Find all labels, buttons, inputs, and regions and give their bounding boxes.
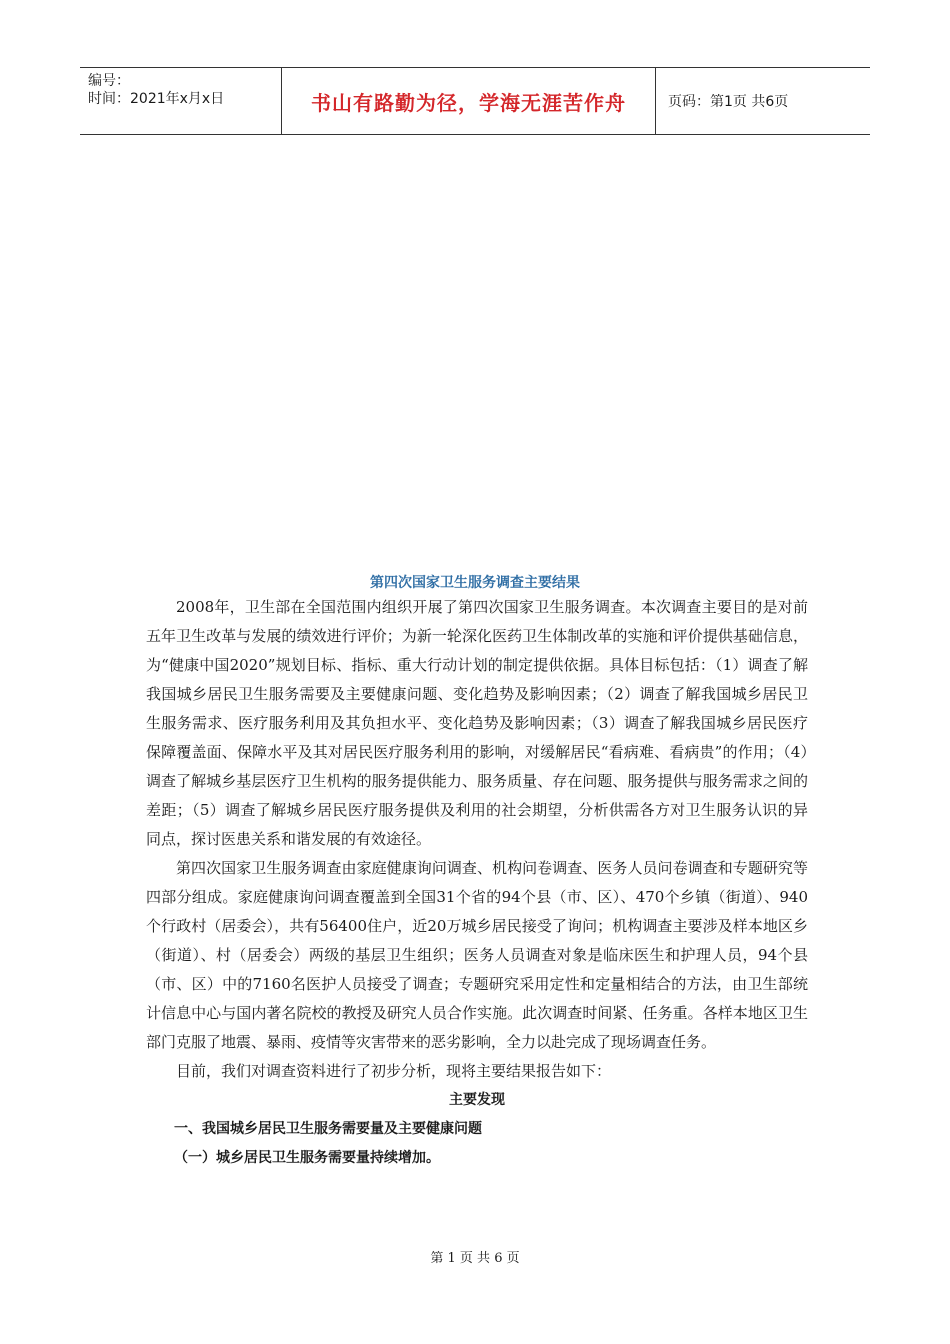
paragraph: 第四次国家卫生服务调查由家庭健康询问调查、机构问卷调查、医务人员问卷调查和专题研究等四部分组成。家庭健康询问调查覆盖到全国31个省的94个县（市、区）、470个乡镇（街道）、940个行政村（居委会），共有56400住户，近20万城乡居民接受了询问；机构调查主要涉及样本地区乡（街道）、村（居委会）两级的基层卫生组织；医务人员调查对象是临床医生和护理人员，94个县（市、区）中的7160名医护人员接受了调查；专题研究采用定性和定量相结合的方法，由卫生部统计信息中心与国内著名院校的教授及研究人员合作实施。此次调查时间紧、任务重。各样本地区卫生部门克服了地震、暴雨、疫情等灾害带来的恶劣影响，全力以赴完成了现场调查任务。 — [146, 859, 808, 1051]
paragraph: 目前，我们对调查资料进行了初步分析，现将主要结果报告如下： — [176, 1062, 612, 1080]
page-footer: 第 1 页 共 6 页 — [430, 1251, 520, 1266]
header-meta — [80, 68, 282, 134]
page-header — [80, 67, 870, 135]
heading-level-1: 一、我国城乡居民卫生服务需要量及主要健康问题 — [174, 1121, 482, 1137]
number-label: 编号： — [88, 73, 130, 89]
document-title: 第四次国家卫生服务调查主要结果 — [370, 575, 580, 591]
time-label: 时间：2021年x月x日 — [88, 91, 225, 107]
section-heading: 主要发现 — [449, 1092, 505, 1108]
header-page-info: 页码：第1页 共6页 — [668, 94, 789, 110]
paragraph: 2008年，卫生部在全国范围内组织开展了第四次国家卫生服务调查。本次调查主要目的是对前五年卫生改革与发展的绩效进行评价；为新一轮深化医药卫生体制改革的实施和评价提供基础信息，为“健康中国2020”规划目标、指标、重大行动计划的制定提供依据。具体目标包括：（1）调查了解我国城乡居民卫生服务需要及主要健康问题、变化趋势及影响因素；（2）调查了解我国城乡居民卫生服务需求、医疗服务利用及其负担水平、变化趋势及影响因素；（3）调查了解我国城乡居民医疗保障覆盖面、保障水平及其对居民医疗服务利用的影响，对缓解居民“看病难、看病贵”的作用；（4）调查了解城乡基层医疗卫生机构的服务提供能力、服务质量、存在问题、服务提供与服务需求之间的差距；（5）调查了解城乡居民医疗服务提供及利用的社会期望，分析供需各方对卫生服务认识的异同点，探讨医患关系和谐发展的有效途径。 — [146, 598, 808, 848]
heading-level-2: （一）城乡居民卫生服务需要量持续增加。 — [174, 1150, 440, 1166]
document-body — [146, 593, 808, 1173]
header-motto: 书山有路勤为径，学海无涯苦作舟 — [282, 68, 656, 134]
